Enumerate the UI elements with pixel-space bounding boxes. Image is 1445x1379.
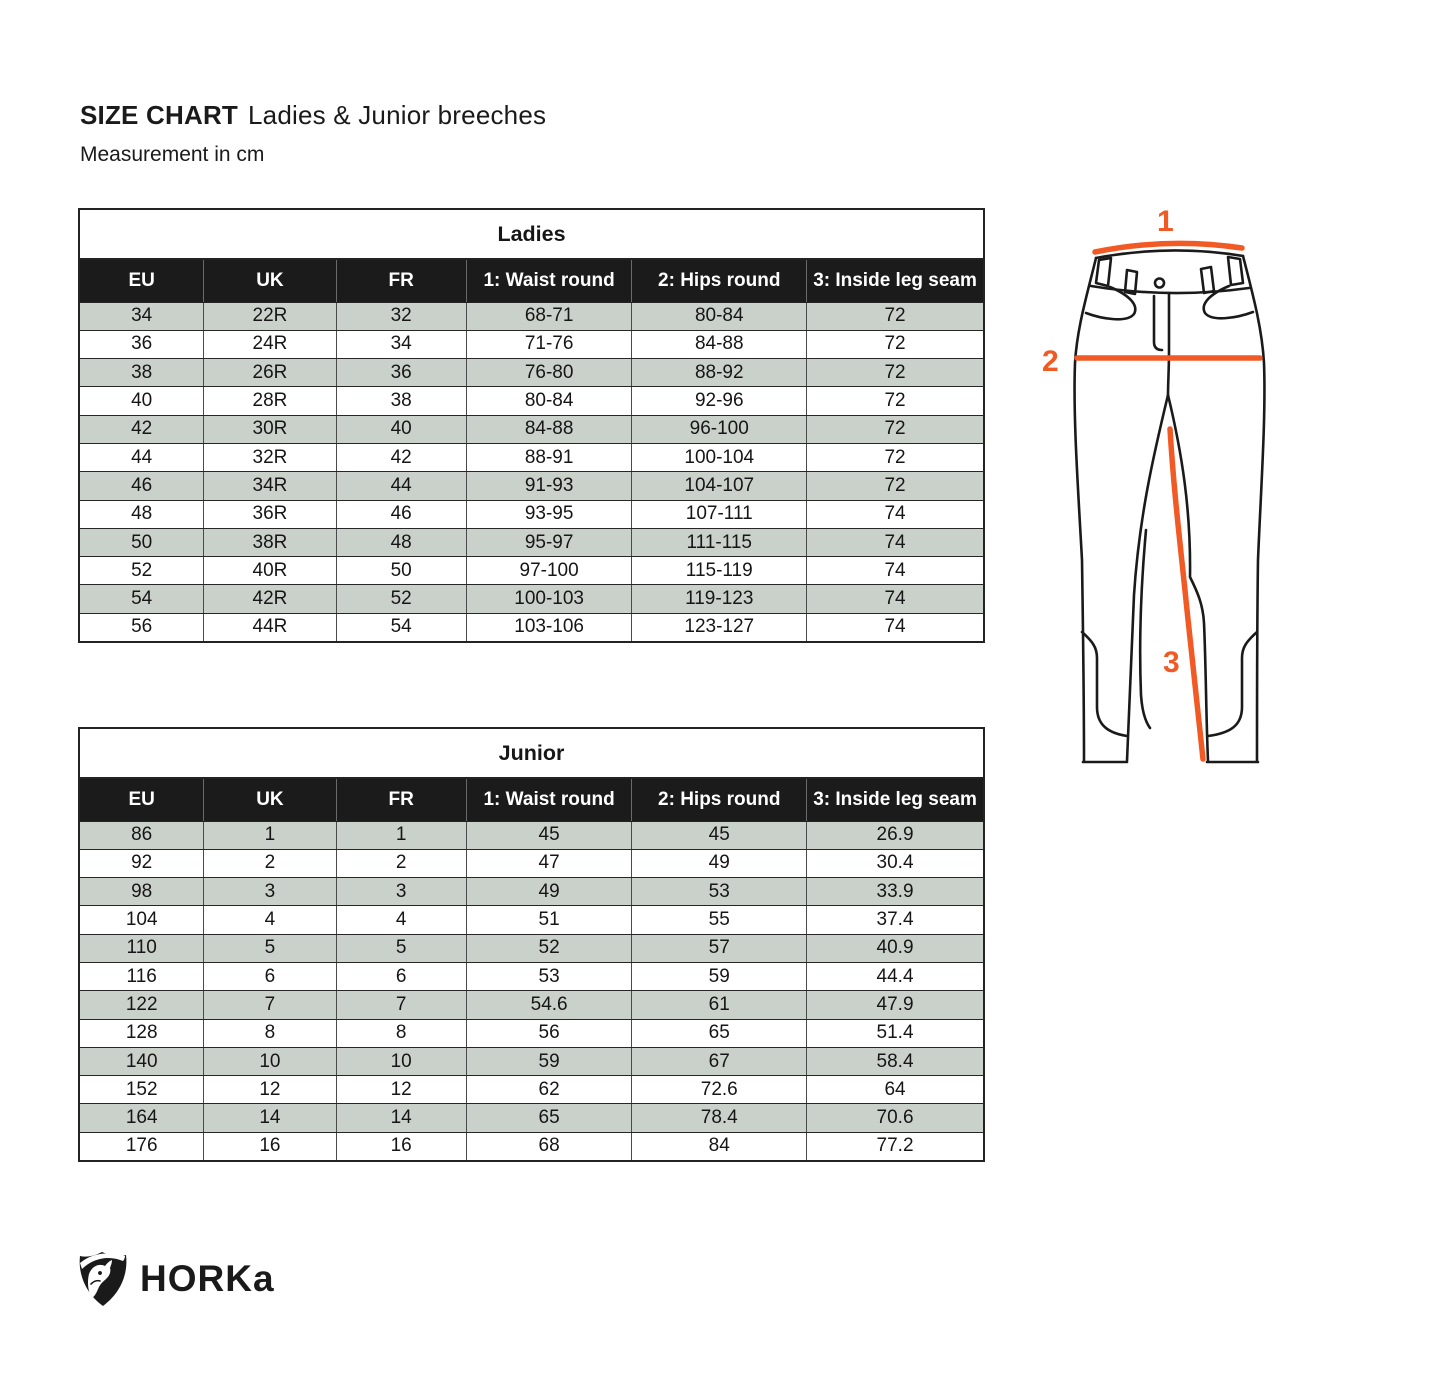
table-cell: 30R (204, 415, 336, 443)
table-cell: 72 (807, 443, 984, 471)
table-cell: 14 (336, 1104, 466, 1132)
table-cell: 38 (79, 359, 204, 387)
table-cell: 115-119 (632, 557, 807, 585)
table-row (79, 1076, 984, 1104)
table-row (79, 330, 984, 358)
table-cell: 4 (336, 906, 466, 934)
table-cell: 42 (336, 443, 466, 471)
table-cell: 176 (79, 1132, 204, 1160)
belt-loop-far-left (1096, 258, 1111, 286)
table-cell: 84-88 (632, 330, 807, 358)
table-cell: 14 (204, 1104, 336, 1132)
table-cell: 46 (79, 472, 204, 500)
table-cell: 22R (204, 302, 336, 330)
table-cell: 107-111 (632, 500, 807, 528)
table-cell: 44R (204, 613, 336, 641)
column-header: EU (79, 259, 204, 302)
left-knee-patch (1082, 632, 1127, 736)
table-cell: 86 (79, 821, 204, 849)
table-cell: 123-127 (632, 613, 807, 641)
column-header: 2: Hips round (632, 778, 807, 821)
table-cell: 74 (807, 585, 984, 613)
inseam-measure-label: 3 (1163, 646, 1180, 679)
table-cell: 37.4 (807, 906, 984, 934)
table-cell: 78.4 (632, 1104, 807, 1132)
breeches-measurement-diagram (1040, 195, 1300, 795)
table-cell: 33.9 (807, 878, 984, 906)
table-cell: 32 (336, 302, 466, 330)
column-header: 1: Waist round (466, 778, 632, 821)
table-cell: 110 (79, 934, 204, 962)
table-cell: 57 (632, 934, 807, 962)
table-cell: 51.4 (807, 1019, 984, 1047)
table-cell: 42R (204, 585, 336, 613)
table-cell: 40 (336, 415, 466, 443)
table-cell: 42 (79, 415, 204, 443)
table-cell: 52 (79, 557, 204, 585)
table-cell: 3 (204, 878, 336, 906)
table-cell: 97-100 (466, 557, 632, 585)
table-cell: 44 (79, 443, 204, 471)
table-cell: 12 (336, 1076, 466, 1104)
table-row (79, 991, 984, 1019)
table-cell: 48 (336, 528, 466, 556)
table-row (79, 557, 984, 585)
table-cell: 84 (632, 1132, 807, 1160)
table-cell: 100-104 (632, 443, 807, 471)
right-knee-patch (1208, 632, 1257, 736)
column-header: FR (336, 259, 466, 302)
page-title-bold: SIZE CHART (80, 100, 238, 130)
table-cell: 96-100 (632, 415, 807, 443)
table-cell: 54.6 (466, 991, 632, 1019)
table-cell: 1 (204, 821, 336, 849)
table-cell: 50 (79, 528, 204, 556)
horka-wordmark: HORKa (140, 1258, 275, 1299)
table-cell: 56 (79, 613, 204, 641)
table-cell: 47 (466, 849, 632, 877)
table-cell: 59 (466, 1047, 632, 1075)
table-row (79, 359, 984, 387)
table-row (79, 1104, 984, 1132)
table-cell: 16 (336, 1132, 466, 1160)
table-cell: 61 (632, 991, 807, 1019)
table-cell: 46 (336, 500, 466, 528)
table-cell: 104-107 (632, 472, 807, 500)
table-cell: 88-91 (466, 443, 632, 471)
table-row (79, 821, 984, 849)
table-cell: 45 (466, 821, 632, 849)
table-cell: 7 (204, 991, 336, 1019)
table-cell: 40.9 (807, 934, 984, 962)
table-cell: 76-80 (466, 359, 632, 387)
table-row (79, 613, 984, 641)
horka-logo (78, 1251, 275, 1307)
table-cell: 64 (807, 1076, 984, 1104)
table-cell: 103-106 (466, 613, 632, 641)
table-cell: 98 (79, 878, 204, 906)
center-front-seam (1168, 294, 1169, 395)
column-header: 3: Inside leg seam (807, 259, 984, 302)
table-cell: 34 (336, 330, 466, 358)
table-cell: 72 (807, 302, 984, 330)
ladies-size-table (78, 208, 985, 643)
table-cell: 164 (79, 1104, 204, 1132)
table-cell: 74 (807, 528, 984, 556)
table-cell: 36R (204, 500, 336, 528)
table-cell: 55 (632, 906, 807, 934)
table-cell: 54 (336, 613, 466, 641)
table-cell: 122 (79, 991, 204, 1019)
table-cell: 6 (204, 962, 336, 990)
page-title (80, 100, 546, 131)
table-cell: 26.9 (807, 821, 984, 849)
table-cell: 8 (336, 1019, 466, 1047)
table-cell: 65 (466, 1104, 632, 1132)
table-row (79, 878, 984, 906)
table-cell: 6 (336, 962, 466, 990)
table-cell: 10 (336, 1047, 466, 1075)
table-cell: 77.2 (807, 1132, 984, 1160)
table-cell: 84-88 (466, 415, 632, 443)
table-cell: 38R (204, 528, 336, 556)
table-cell: 53 (466, 962, 632, 990)
table-cell: 62 (466, 1076, 632, 1104)
table-cell: 71-76 (466, 330, 632, 358)
page-title-rest: Ladies & Junior breeches (248, 100, 547, 130)
table-cell: 48 (79, 500, 204, 528)
table-row (79, 302, 984, 330)
table-cell: 49 (466, 878, 632, 906)
table-cell: 140 (79, 1047, 204, 1075)
table-cell: 74 (807, 500, 984, 528)
table-title-junior: Junior (79, 728, 984, 778)
table-cell: 80-84 (632, 302, 807, 330)
table-row (79, 387, 984, 415)
table-cell: 5 (204, 934, 336, 962)
table-row (79, 962, 984, 990)
table-cell: 40R (204, 557, 336, 585)
table-row (79, 849, 984, 877)
table-cell: 72 (807, 330, 984, 358)
table-cell: 36 (79, 330, 204, 358)
table-cell: 24R (204, 330, 336, 358)
table-cell: 72 (807, 359, 984, 387)
table-cell: 80-84 (466, 387, 632, 415)
waistband-top-edge (1096, 250, 1243, 258)
table-cell: 88-92 (632, 359, 807, 387)
table-cell: 72 (807, 415, 984, 443)
table-cell: 72 (807, 387, 984, 415)
left-inner-seam (1127, 395, 1168, 761)
table-cell: 104 (79, 906, 204, 934)
belt-loop-far-right (1228, 257, 1243, 285)
junior-size-table (78, 727, 985, 1162)
table-cell: 74 (807, 557, 984, 585)
table-cell: 8 (204, 1019, 336, 1047)
table-cell: 44 (336, 472, 466, 500)
table-row (79, 443, 984, 471)
column-header: UK (204, 259, 336, 302)
table-cell: 111-115 (632, 528, 807, 556)
table-cell: 70.6 (807, 1104, 984, 1132)
table-cell: 3 (336, 878, 466, 906)
right-outer-seam (1243, 256, 1264, 761)
table-cell: 28R (204, 387, 336, 415)
table-cell: 5 (336, 934, 466, 962)
table-cell: 74 (807, 613, 984, 641)
table-row (79, 415, 984, 443)
left-leg-seam-detail (1140, 530, 1150, 728)
table-cell: 53 (632, 878, 807, 906)
table-cell: 4 (204, 906, 336, 934)
table-cell: 1 (336, 821, 466, 849)
table-cell: 36 (336, 359, 466, 387)
column-header: UK (204, 778, 336, 821)
table-cell: 30.4 (807, 849, 984, 877)
ladies-table (78, 208, 985, 643)
table-cell: 91-93 (466, 472, 632, 500)
table-cell: 32R (204, 443, 336, 471)
horka-shield-icon (78, 1251, 128, 1307)
page-header (80, 100, 546, 167)
table-cell: 44.4 (807, 962, 984, 990)
table-row (79, 906, 984, 934)
table-cell: 95-97 (466, 528, 632, 556)
table-cell: 58.4 (807, 1047, 984, 1075)
column-header: EU (79, 778, 204, 821)
table-cell: 72 (807, 472, 984, 500)
table-cell: 47.9 (807, 991, 984, 1019)
table-cell: 92 (79, 849, 204, 877)
table-row (79, 585, 984, 613)
table-cell: 34R (204, 472, 336, 500)
table-cell: 67 (632, 1047, 807, 1075)
table-row (79, 1019, 984, 1047)
table-cell: 38 (336, 387, 466, 415)
table-cell: 116 (79, 962, 204, 990)
table-cell: 65 (632, 1019, 807, 1047)
table-cell: 68 (466, 1132, 632, 1160)
table-cell: 152 (79, 1076, 204, 1104)
table-cell: 2 (204, 849, 336, 877)
fly-placket-line (1154, 296, 1162, 350)
table-cell: 59 (632, 962, 807, 990)
table-cell: 7 (336, 991, 466, 1019)
table-cell: 56 (466, 1019, 632, 1047)
table-cell: 34 (79, 302, 204, 330)
column-header: FR (336, 778, 466, 821)
table-cell: 128 (79, 1019, 204, 1047)
column-header: 2: Hips round (632, 259, 807, 302)
table-row (79, 528, 984, 556)
table-row (79, 500, 984, 528)
table-row (79, 1047, 984, 1075)
table-cell: 40 (79, 387, 204, 415)
breeches-outline-drawing (1040, 195, 1300, 795)
table-cell: 93-95 (466, 500, 632, 528)
left-outer-seam (1075, 258, 1096, 761)
column-header: 3: Inside leg seam (807, 778, 984, 821)
table-cell: 52 (466, 934, 632, 962)
table-cell: 10 (204, 1047, 336, 1075)
page-subtitle: Measurement in cm (80, 143, 265, 166)
column-header: 1: Waist round (466, 259, 632, 302)
table-cell: 52 (336, 585, 466, 613)
waist-measure-label: 1 (1157, 205, 1174, 238)
table-cell: 49 (632, 849, 807, 877)
table-cell: 26R (204, 359, 336, 387)
table-cell: 92-96 (632, 387, 807, 415)
table-cell: 45 (632, 821, 807, 849)
table-cell: 72.6 (632, 1076, 807, 1104)
belt-loop-right (1201, 267, 1214, 293)
table-title-ladies: Ladies (79, 209, 984, 259)
table-cell: 68-71 (466, 302, 632, 330)
table-cell: 50 (336, 557, 466, 585)
table-cell: 119-123 (632, 585, 807, 613)
table-cell: 51 (466, 906, 632, 934)
table-row (79, 1132, 984, 1160)
table-cell: 54 (79, 585, 204, 613)
table-cell: 100-103 (466, 585, 632, 613)
waist-button (1155, 279, 1164, 288)
table-cell: 2 (336, 849, 466, 877)
table-row (79, 472, 984, 500)
junior-table (78, 727, 985, 1162)
hips-measure-label: 2 (1042, 345, 1059, 378)
table-row (79, 934, 984, 962)
table-cell: 16 (204, 1132, 336, 1160)
table-cell: 12 (204, 1076, 336, 1104)
